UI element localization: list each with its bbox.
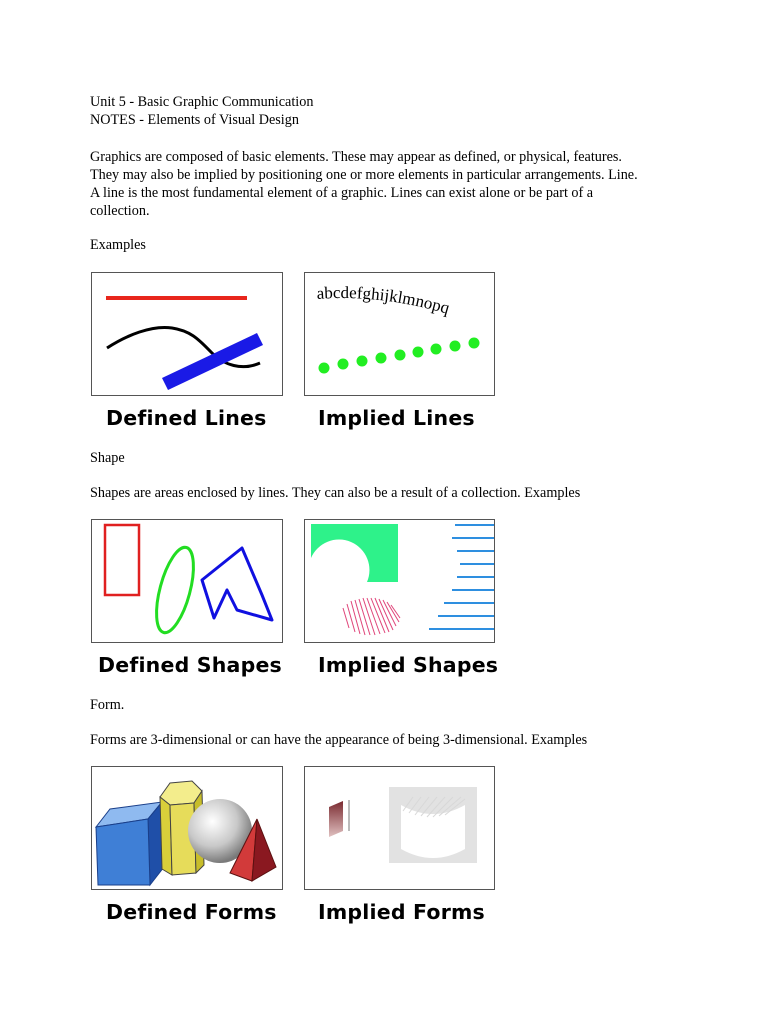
intro-line-3: A line is the most fundamental element of a graphic. Lines can exist alone or be part of a (90, 185, 594, 201)
mint-square-with-cutout (311, 524, 398, 582)
implied-forms-panel (304, 766, 495, 890)
blue-stripes (429, 525, 494, 629)
red-rectangle (105, 525, 139, 595)
shape-heading: Shape (90, 450, 125, 466)
implied-box-panel (329, 801, 343, 837)
defined-forms-panel (91, 766, 283, 890)
defined-lines-caption: Defined Lines (106, 406, 267, 430)
defined-lines-illustration (92, 273, 282, 395)
alphabet-arc-text: abcdefghijklmnopq (316, 283, 452, 318)
defined-forms-caption: Defined Forms (106, 900, 277, 924)
implied-shapes-caption: Implied Shapes (318, 653, 499, 677)
notes-title: NOTES - Elements of Visual Design (90, 112, 299, 128)
form-description: Forms are 3-dimensional or can have the appearance of being 3-dimensional. Examples (90, 732, 588, 748)
implied-lines-caption: Implied Lines (318, 406, 475, 430)
implied-shapes-illustration (305, 520, 494, 642)
unit-title: Unit 5 - Basic Graphic Communication (90, 94, 314, 110)
defined-lines-panel (91, 272, 283, 396)
examples-label: Examples (90, 237, 146, 253)
blue-bar (162, 333, 263, 390)
shape-description: Shapes are areas enclosed by lines. They can also be a result of a collection. Examples (90, 485, 581, 501)
blue-cube (96, 802, 164, 885)
defined-shapes-panel (91, 519, 283, 643)
implied-forms-illustration (305, 767, 494, 889)
form-heading: Form. (90, 697, 125, 713)
green-ellipse (149, 544, 201, 637)
defined-shapes-illustration (92, 520, 282, 642)
gray-cylinder-cutout (389, 787, 477, 863)
intro-line-1: Graphics are composed of basic elements. These may appear as defined, or physical, features. (90, 149, 622, 165)
blue-polygon (202, 548, 272, 620)
pink-hatched-oval (343, 598, 400, 635)
defined-shapes-caption: Defined Shapes (98, 653, 282, 677)
implied-lines-illustration (305, 273, 494, 395)
green-dots (319, 338, 480, 374)
implied-forms-caption: Implied Forms (318, 900, 485, 924)
intro-line-4: collection. (90, 203, 150, 219)
defined-forms-illustration (92, 767, 282, 889)
implied-lines-panel (304, 272, 495, 396)
intro-line-2: They may also be implied by positioning one or more elements in particular arrangements. Line. (90, 167, 638, 183)
implied-shapes-panel (304, 519, 495, 643)
